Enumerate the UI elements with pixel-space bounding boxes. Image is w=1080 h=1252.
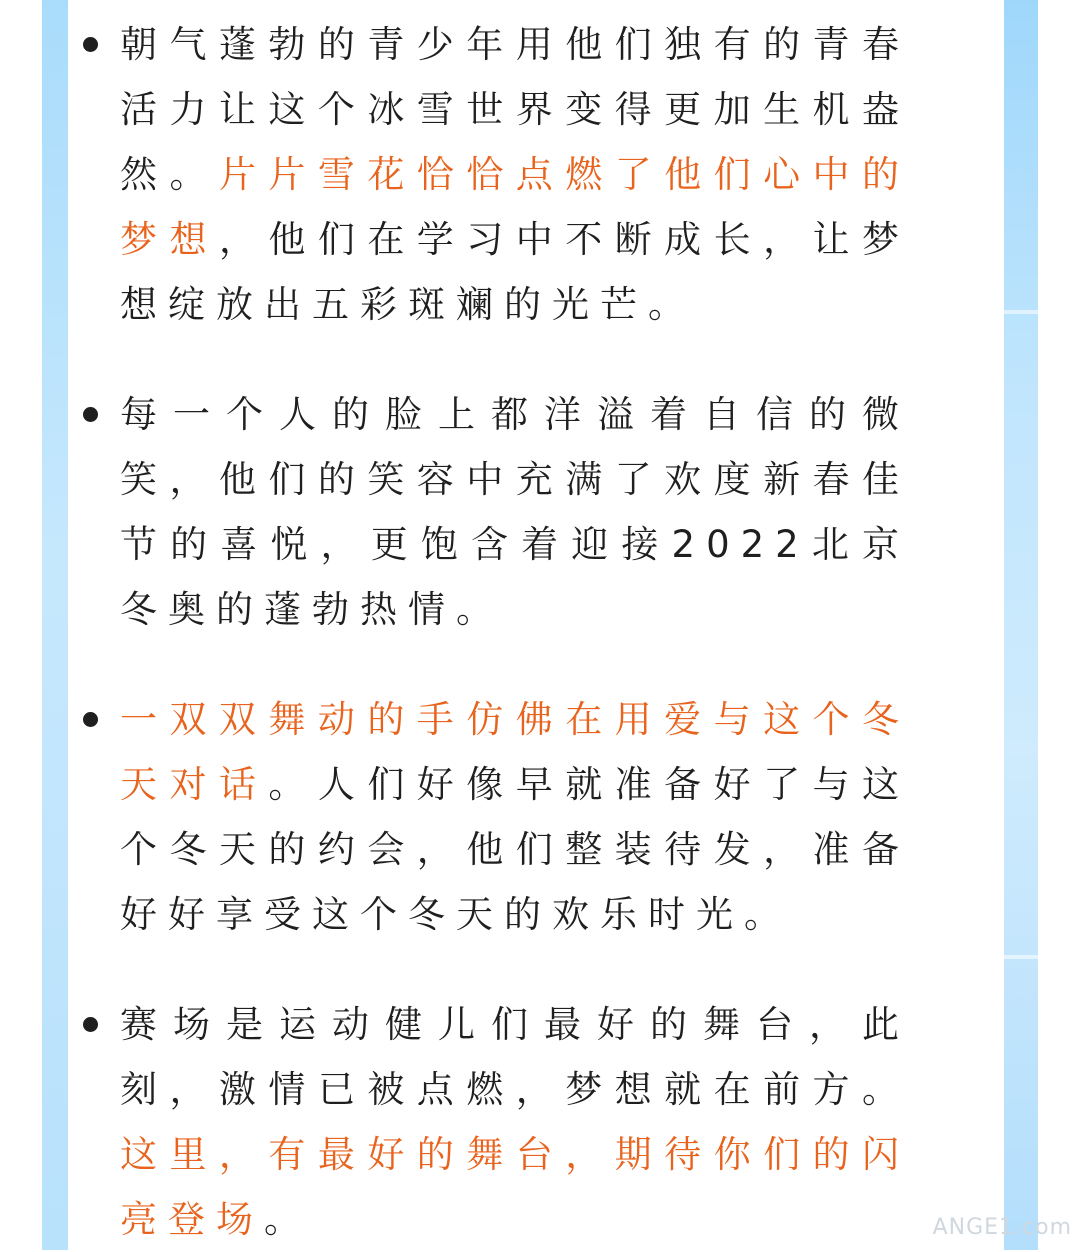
para-2-text: 每一个人的脸上都洋溢着自信的微笑，他们的笑容中充满了欢度新春佳节的喜悦，更饱含着迎接2022北京冬奥的蓬勃热情。 xyxy=(120,393,910,631)
paragraph-2 xyxy=(120,382,910,642)
right-decorative-border xyxy=(1004,0,1038,1250)
paragraph-4 xyxy=(120,992,910,1252)
bullet-dot xyxy=(83,712,98,727)
paragraph-3 xyxy=(120,687,910,947)
bullet-dot xyxy=(83,1017,98,1032)
watermark-logo: ANGE1.com xyxy=(932,1215,1072,1240)
para-1-text-2: ，他们在学习中不断成长，让梦想绽放出五彩斑斓的光芒。 xyxy=(120,218,911,326)
para-1-highlight: 片片雪花恰恰点燃了他们心中的梦想 xyxy=(120,153,911,261)
para-3-text: 。人们好像早就准备好了与这个冬天的约会，他们整装待发，准备好好享受这个冬天的欢乐时光。 xyxy=(120,763,911,936)
para-3-highlight: 一双双舞动的手仿佛在用爱与这个冬天对话 xyxy=(120,698,910,806)
bullet-dot xyxy=(83,37,98,52)
paragraph-1 xyxy=(120,12,910,337)
para-1-text-1: 朝气蓬勃的青少年用他们独有的青春活力让这个冰雪世界变得更加生机盎然。 xyxy=(120,23,910,196)
para-4-highlight: 这里，有最好的舞台，期待你们的闪亮登场 xyxy=(120,1133,910,1241)
bullet-dot xyxy=(83,407,98,422)
para-4-text-2: 。 xyxy=(264,1198,312,1241)
left-decorative-border xyxy=(42,0,68,1250)
para-4-text-1: 赛场是运动健儿们最好的舞台，此刻，激情已被点燃，梦想就在前方。 xyxy=(120,1003,910,1111)
